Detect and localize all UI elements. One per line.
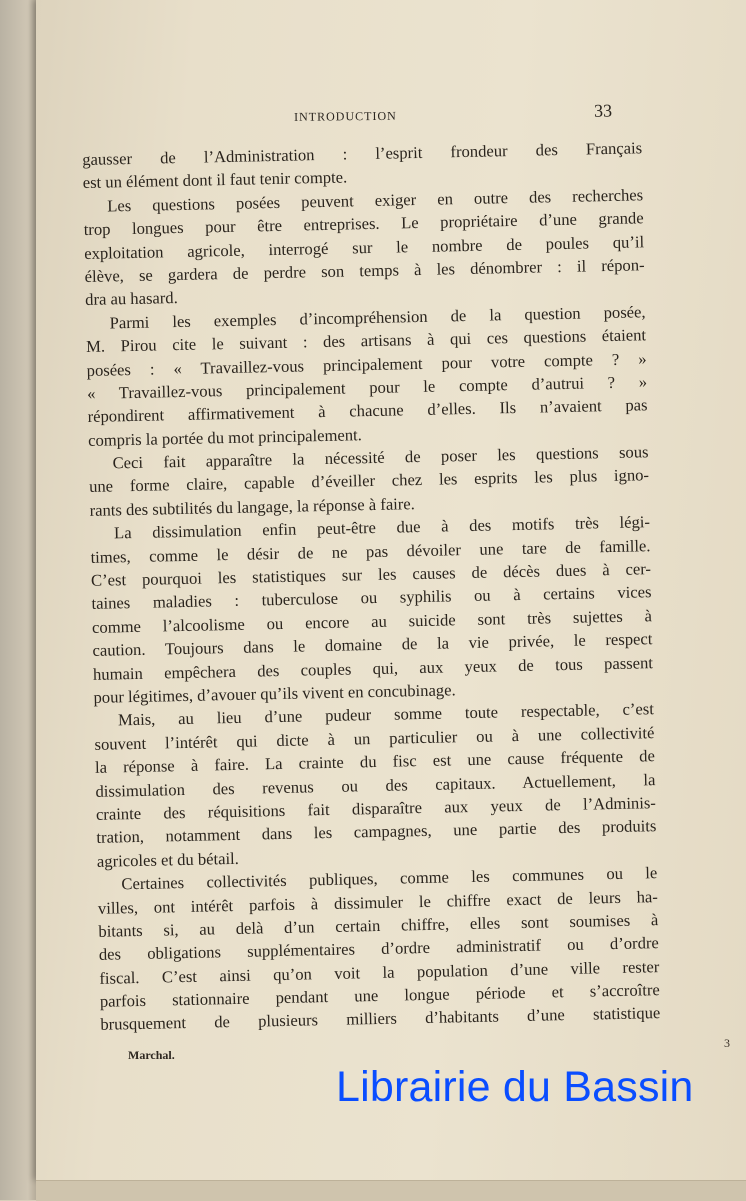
text-line: parfois stationnaire pendant une longue période et s’accroître: [99, 980, 660, 1011]
text-line: la réponse à faire. La crainte du fisc est une cause fréquente de: [94, 746, 656, 778]
text-line: posées : « Travaillez-vous principalement pour votre compte ? »: [86, 348, 647, 380]
previous-page-edge: [0, 0, 40, 1200]
text-line: humain empêchera des couples qui, aux yeux de tous passent: [92, 652, 654, 684]
text-line: Mais, au lieu d’une pudeur somme toute respectable, c’est: [117, 699, 655, 730]
text-line: La dissimulation enfin peut-être due à des motifs très légi-: [113, 512, 651, 543]
text-line: agricoles et du bétail.: [96, 848, 240, 871]
text-line: Ceci fait apparaître la nécessité de poser les questions sous: [112, 442, 649, 473]
text-line: est un élément dont il faut tenir compte.: [82, 167, 348, 193]
text-line: gausser de l’Administration : l’esprit frondeur des Français: [82, 138, 643, 169]
text-line: Les questions posées peuvent exiger en outre des recherches: [107, 185, 644, 216]
text-line: rants des subtilités du langage, la réponse à faire.: [89, 493, 416, 520]
text-line: élève, se gardera de perdre son temps à les dénombrer : il répon-: [84, 255, 645, 286]
text-line: souvent l’intérêt qui dicte à un particulier ou à une collectivité: [94, 722, 655, 754]
text-line: M. Pirou cite le suivant : des artisans à qui ces questions étaient: [85, 325, 647, 357]
watermark: Librairie du Bassin: [336, 1063, 694, 1111]
text-line: caution. Toujours dans le domaine de la vie privée, le respect: [92, 629, 653, 661]
text-line: « Travaillez-vous principalement pour le compte d’autrui ? »: [86, 372, 648, 403]
text-line: bitants si, au delà d’un certain chiffre, elles sont soumises à: [98, 909, 659, 941]
text-line: brusquement de plusieurs milliers d’habitants d’une statistique: [100, 1003, 661, 1035]
text-line: une forme claire, capable d’éveiller chez les esprits les plus igno-: [88, 465, 650, 497]
body-text: [82, 136, 660, 1036]
printer-signature: Marchal.: [128, 1048, 175, 1062]
text-line: dra au hasard.: [84, 288, 178, 310]
text-line: comme l’alcoolisme ou encore au suicide sont très sujettes à: [91, 605, 653, 637]
text-line: Parmi les exemples d’incompréhension de la question posée,: [109, 301, 646, 333]
text-line: C’est pourquoi les statistiques sur les causes de décès dues à cer-: [90, 559, 652, 590]
text-line: pour légitimes, d’avouer qu’ils vivent en concubinage.: [93, 680, 456, 707]
text-line: crainte des réquisitions fait disparaître aux yeux de l’Adminis-: [95, 793, 657, 824]
text-line: villes, ont intérêt parfois à dissimuler le chiffre exact de leurs ha-: [97, 886, 658, 918]
text-line: compris la portée du mot principalement.: [87, 424, 362, 450]
text-line: times, comme le désir de ne pas dévoiler une tare de famille.: [90, 535, 651, 567]
page-edge-bottom: [36, 1180, 746, 1201]
text-line: répondirent affirmativement à chacune d’elles. Ils n’avaient pas: [87, 395, 648, 427]
text-line: dissimulation des revenus ou des capitaux. Actuellement, la: [95, 769, 656, 801]
text-line: Certaines collectivités publiques, comme les communes ou le: [121, 863, 658, 894]
text-line: taines maladies : tuberculose ou syphilis ou à certains vices: [91, 582, 652, 614]
text-line: exploitation agricole, interrogé sur le nombre de poules qu’il: [84, 231, 645, 263]
text-line: des obligations supplémentaires d’ordre administratif ou d’ordre: [98, 933, 659, 965]
running-title: INTRODUCTION: [294, 108, 397, 124]
text-line: fiscal. C’est ainsi qu’on voit la population d’une ville rester: [99, 956, 660, 988]
sheet-mark: 3: [724, 1036, 730, 1050]
text-line: trop longues pour être entreprises. Le propriétaire d’une grande: [83, 208, 644, 240]
text-line: tration, notamment dans les campagnes, une partie des produits: [96, 816, 657, 848]
page-number: 33: [593, 100, 613, 121]
